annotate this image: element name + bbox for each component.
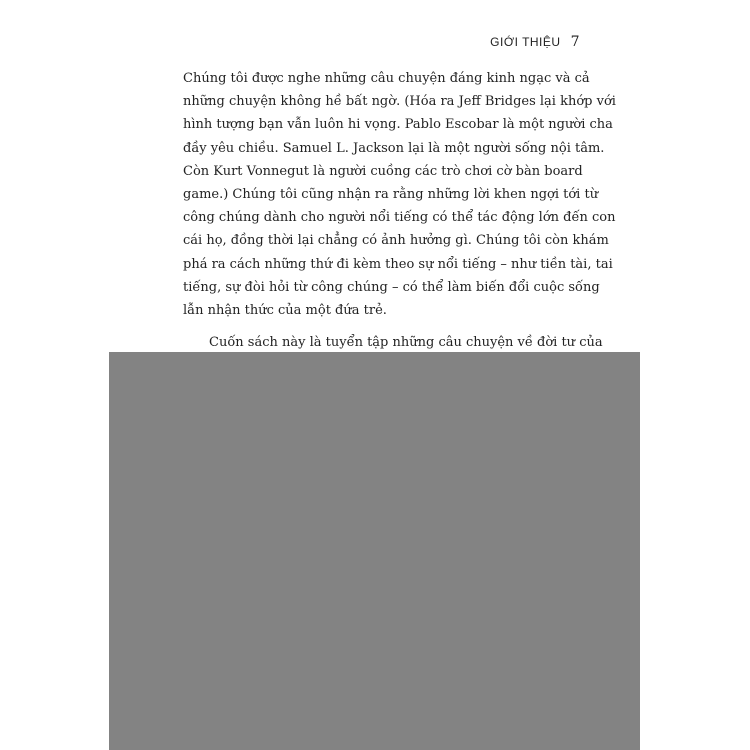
text-line: tiếng, sự đòi hỏi từ công chúng – có thể làm biến đổi cuộc sống — [183, 279, 600, 295]
gray-cover-block — [109, 352, 640, 750]
text-line: những chuyện không hề bất ngờ. (Hóa ra Jeff Bridges lại khớp với — [183, 94, 616, 110]
chapter-title: GIỚI THIỆU — [490, 35, 561, 49]
text-line: đầy yêu chiều. Samuel L. Jackson lại là một người sống nội tâm. — [183, 140, 605, 156]
text-line: cái họ, đồng thời lại chẳng có ảnh hưởng gì. Chúng tôi còn khám — [183, 233, 609, 249]
text-line: phá ra cách những thứ đi kèm theo sự nổi tiếng – như tiền tài, tai — [183, 256, 613, 272]
text-line: Cuốn sách này là tuyển tập những câu chuyện về đời tư của — [209, 335, 603, 351]
body-text — [183, 67, 616, 378]
page-number: 7 — [570, 34, 580, 50]
text-line: hình tượng bạn vẫn luôn hi vọng. Pablo Escobar là một người cha — [183, 117, 613, 133]
text-line: Còn Kurt Vonnegut là người cuồng các trò chơi cờ bàn board — [183, 163, 583, 179]
paragraph-1 — [183, 67, 616, 322]
text-line: lẫn nhận thức của một đứa trẻ. — [183, 303, 387, 319]
text-line: game.) Chúng tôi cũng nhận ra rằng những lời khen ngợi tới từ — [183, 187, 599, 203]
running-header — [490, 34, 580, 50]
text-line: Chúng tôi được nghe những câu chuyện đáng kinh ngạc và cả — [183, 71, 590, 86]
text-line: công chúng dành cho người nổi tiếng có thể tác động lớn đến con — [183, 210, 616, 226]
